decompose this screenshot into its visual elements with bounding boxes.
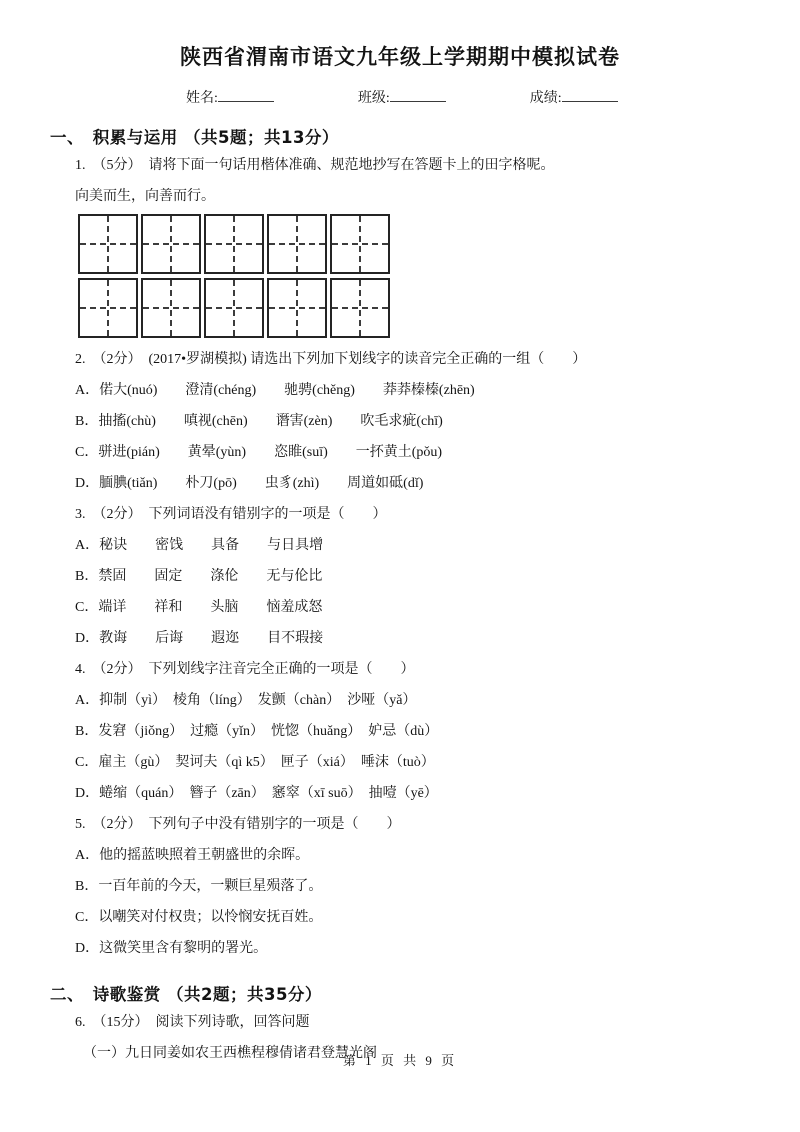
question-4-option-b: B．发窘（jiǒng） 过瘾（yǐn） 恍惚（huǎng） 妒忌（dù）: [75, 724, 439, 739]
tianzige-box: [204, 214, 264, 274]
question-2-option-c: C．骈进(pián) 黄晕(yùn) 恣睢(suī) 一抔黄土(pǒu): [75, 445, 443, 460]
score-blank: [562, 89, 618, 102]
question-2-option-d: D．腼腆(tiǎn) 朴刀(pō) 虫豸(zhì) 周道如砥(dǐ): [75, 476, 424, 491]
student-info-row: [0, 89, 800, 107]
question-6-text: 6. （15分） 阅读下列诗歌，回答问题: [75, 1015, 310, 1030]
tianzige-box: [141, 214, 201, 274]
question-3-option-d: D．教诲 后诲 遐迩 目不瑕接: [75, 631, 324, 646]
question-3-option-a: A．秘诀 密饯 具备 与日具增: [75, 538, 324, 553]
score-field: [530, 89, 618, 107]
section-heading-1: 一、 积累与运用 （共5题；共13分）: [50, 128, 339, 147]
class-blank: [390, 89, 446, 102]
question-6-poem-title: （一）九日同姜如农王西樵程穆倩诸君登慧光阁: [83, 1046, 377, 1061]
question-4-text: 4. （2分） 下列划线字注音完全正确的一项是（ ）: [75, 662, 415, 677]
tianzige-row: [78, 214, 800, 274]
tianzige-row: [78, 278, 800, 338]
tianzige-box: [78, 214, 138, 274]
tianzige-box: [330, 214, 390, 274]
score-label: 成绩:: [529, 91, 562, 106]
page-footer: 第 1 页 共 9 页: [342, 1053, 458, 1068]
class-field: [358, 89, 446, 107]
question-3-option-b: B．禁固 固定 涤伦 无与伦比: [75, 569, 323, 584]
class-label: 班级:: [357, 91, 390, 106]
question-5-option-c: C．以嘲笑对付权贵；以怜悯安抚百姓。: [75, 910, 323, 925]
tianzige-box: [141, 278, 201, 338]
question-5-option-d: D．这微笑里含有黎明的署光。: [75, 941, 268, 956]
tianzige-box: [204, 278, 264, 338]
tianzige-box: [267, 278, 327, 338]
question-5-option-a: A．他的摇蓝映照着王朝盛世的余晖。: [75, 848, 310, 863]
question-2-option-b: B．抽搐(chù) 嗔视(chēn) 谮害(zèn) 吹毛求疵(chī): [75, 414, 443, 429]
tianzige-box: [78, 278, 138, 338]
name-blank: [218, 89, 274, 102]
tianzige-grid: [78, 214, 800, 338]
question-2-text: 2. （2分） (2017•罗湖模拟) 请选出下列加下划线字的读音完全正确的一组（ ）: [75, 352, 587, 367]
question-5-option-b: B．一百年前的今天，一颗巨星殒落了。: [75, 879, 323, 894]
question-4-option-d: D．蜷缩（quán） 簪子（zān） 窸窣（xī suō） 抽噎（yē）: [75, 786, 438, 801]
question-5-text: 5. （2分） 下列句子中没有错别字的一项是（ ）: [75, 817, 401, 832]
page-title: 陕西省渭南市语文九年级上学期期中模拟试卷: [180, 45, 620, 69]
tianzige-box: [330, 278, 390, 338]
name-label: 姓名:: [186, 91, 218, 106]
question-3-option-c: C．端详 祥和 头脑 恼羞成怒: [75, 600, 323, 615]
name-field: [186, 89, 274, 107]
tianzige-box: [267, 214, 327, 274]
question-4-option-a: A．抑制（yì） 棱角（líng） 发颤（chàn） 沙哑（yǎ）: [75, 693, 417, 708]
section-heading-2: 二、 诗歌鉴赏 （共2题；共35分）: [50, 985, 322, 1004]
question-4-option-c: C．雇主（gù） 契诃夫（qì k5） 匣子（xiá） 唾沫（tuò）: [75, 755, 435, 770]
question-1-text: 1. （5分） 请将下面一句话用楷体准确、规范地抄写在答题卡上的田字格呢。: [75, 158, 555, 173]
question-1-sentence: 向美而生，向善而行。: [75, 189, 215, 204]
question-2-option-a: A．偌大(nuó) 澄清(chéng) 驰骋(chěng) 莽莽榛榛(zhēn): [75, 383, 475, 398]
question-3-text: 3. （2分） 下列词语没有错别字的一项是（ ）: [75, 507, 387, 522]
